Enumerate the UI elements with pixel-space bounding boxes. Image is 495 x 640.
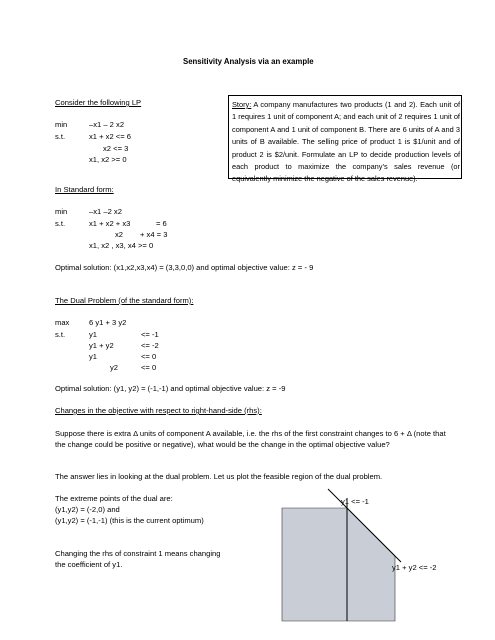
page-title: Sensitivity Analysis via an example (183, 57, 314, 66)
lp-heading: Consider the following LP (55, 98, 142, 107)
plot-label-y1-plus-y2: y1 + y2 <= -2 (392, 563, 437, 572)
feasible-region (282, 508, 395, 621)
lp-constraint-1: x1 + x2 <= 6 (89, 132, 132, 141)
standard-constraint-2-rhs: + x4 = 3 (140, 230, 168, 239)
dual-constraint-1: y1 (89, 330, 98, 339)
extreme-point-1: (y1,y2) = (-2,0) and (55, 505, 120, 514)
dual-objective: 6 y1 + 3 y2 (89, 318, 127, 327)
lp-nonneg: x1, x2 >= 0 (89, 155, 127, 164)
dual-constraint-2: y1 + y2 (89, 341, 114, 350)
lp-st-label: s.t. (55, 132, 66, 141)
changes-paragraph-3-line-1: Changing the rhs of constraint 1 means changing (55, 549, 221, 558)
standard-constraint-2: x2 (115, 230, 124, 239)
standard-objective: –x1 –2 x2 (89, 207, 122, 216)
dual-optimal: Optimal solution: (y1, y2) = (-1,-1) and optimal objective value: z = -9 (55, 384, 286, 393)
lp-constraint-2: x2 <= 3 (103, 144, 129, 153)
dual-constraint-2-rhs: <= -2 (141, 341, 159, 350)
lp-objective: –x1 – 2 x2 (89, 120, 125, 129)
story-label: Story: (232, 100, 252, 109)
standard-min-label: min (55, 207, 68, 216)
changes-paragraph-2: The answer lies in looking at the dual problem. Let us plot the feasible region of the dual problem. (55, 472, 383, 481)
standard-heading: In Standard form: (55, 185, 114, 194)
standard-constraint-1-rhs: = 6 (156, 219, 167, 228)
primal-optimal: Optimal solution: (x1,x2,x3,x4) = (3,3,0,0) and optimal objective value: z = - 9 (55, 263, 314, 272)
changes-heading: Changes in the objective with respect to right-hand-side (rhs): (55, 406, 262, 415)
story-body: A company manufactures two products (1 and 2). Each unit of 1 requires 1 unit of component A; and each unit of 2 requires 1 unit of component A and 1 unit of component B. There are 6 units of A and 3 units of B available. The selling price of product 1 is $1/unit and of product 2 is $2/unit. Formulate an LP to decide production levels of each product to maximize the company’s sales revenue (or equivalently minimize the negative of the sales revenue). (232, 100, 460, 184)
plot-label-y1: y1 <= -1 (341, 497, 369, 506)
standard-st-label: s.t. (55, 219, 66, 228)
dual-constraint-3-rhs: <= 0 (141, 352, 157, 361)
extreme-heading: The extreme points of the dual are: (55, 494, 173, 503)
standard-nonneg: x1, x2 , x3, x4 >= 0 (89, 241, 154, 250)
dual-constraint-3: y1 (89, 352, 98, 361)
changes-paragraph-3-line-2: the coefficient of y1. (55, 560, 123, 569)
extreme-point-2: (y1,y2) = (-1,-1) (this is the current optimum) (55, 516, 204, 525)
dual-constraint-4-rhs: <= 0 (141, 363, 157, 372)
dual-heading: The Dual Problem (of the standard form): (55, 296, 194, 305)
dual-constraint-4: y2 (110, 363, 119, 372)
changes-paragraph-1: Suppose there is extra Δ units of component A available, i.e. the rhs of the first constraint changes to 6 + Δ (note that the change could be positive or negative), what would be the change in the optimal objective value? (55, 429, 446, 449)
dual-st-label: s.t. (55, 330, 66, 339)
lp-min-label: min (55, 120, 68, 129)
standard-constraint-1: x1 + x2 + x3 (89, 219, 131, 228)
dual-constraint-1-rhs: <= -1 (141, 330, 159, 339)
dual-max-label: max (55, 318, 70, 327)
